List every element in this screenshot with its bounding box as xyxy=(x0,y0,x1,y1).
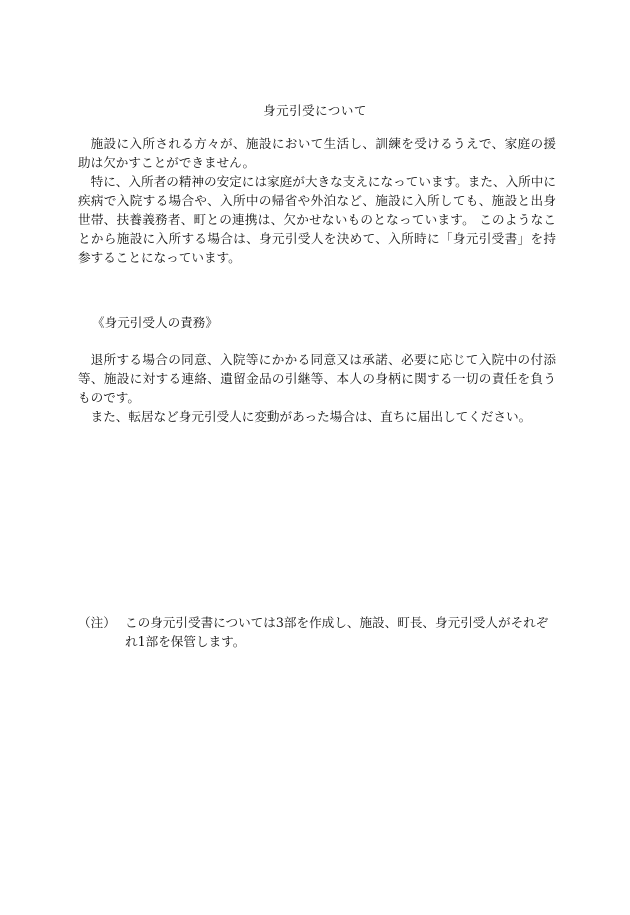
duty-paragraph-2: また、転居など身元引受人に変動があった場合は、直ちに届出してください。 xyxy=(90,409,532,424)
duties-section xyxy=(78,350,556,426)
intro-paragraph-1: 施設に入所される方々が、施設において生活し、訓練を受けるうえで、家庭の援助は欠かすことができません。 xyxy=(78,136,556,170)
footnote-text: この身元引受書については3部を作成し、施設、町長、身元引受人がそれぞれ1部を保管します。 xyxy=(125,615,549,649)
footnote-label: （注） xyxy=(78,615,116,630)
document-title: 身元引受について xyxy=(263,103,367,118)
duty-paragraph-1: 退所する場合の同意、入院等にかかる同意又は承諾、必要に応じて入院中の付添等、施設に対する連絡、遺留金品の引継等、本人の身柄に関する一切の責任を負うものです。 xyxy=(78,352,556,405)
footnote xyxy=(78,613,556,651)
section-heading-duties: 《身元引受人の責務》 xyxy=(92,315,218,330)
intro-section xyxy=(78,134,556,267)
intro-paragraph-2: 特に、入所者の精神の安定には家庭が大きな支えになっています。また、入所中に疾病で入院する場合や、入所中の帰省や外泊など、施設に入所しても、施設と出身世帯、扶養義務者、町との連携は、欠かせないものとなっています。 このようなことから施設に入所する場合は、身元引受人を決めて、入所時に「身元引受書」を持参することになっています。 xyxy=(78,174,556,265)
